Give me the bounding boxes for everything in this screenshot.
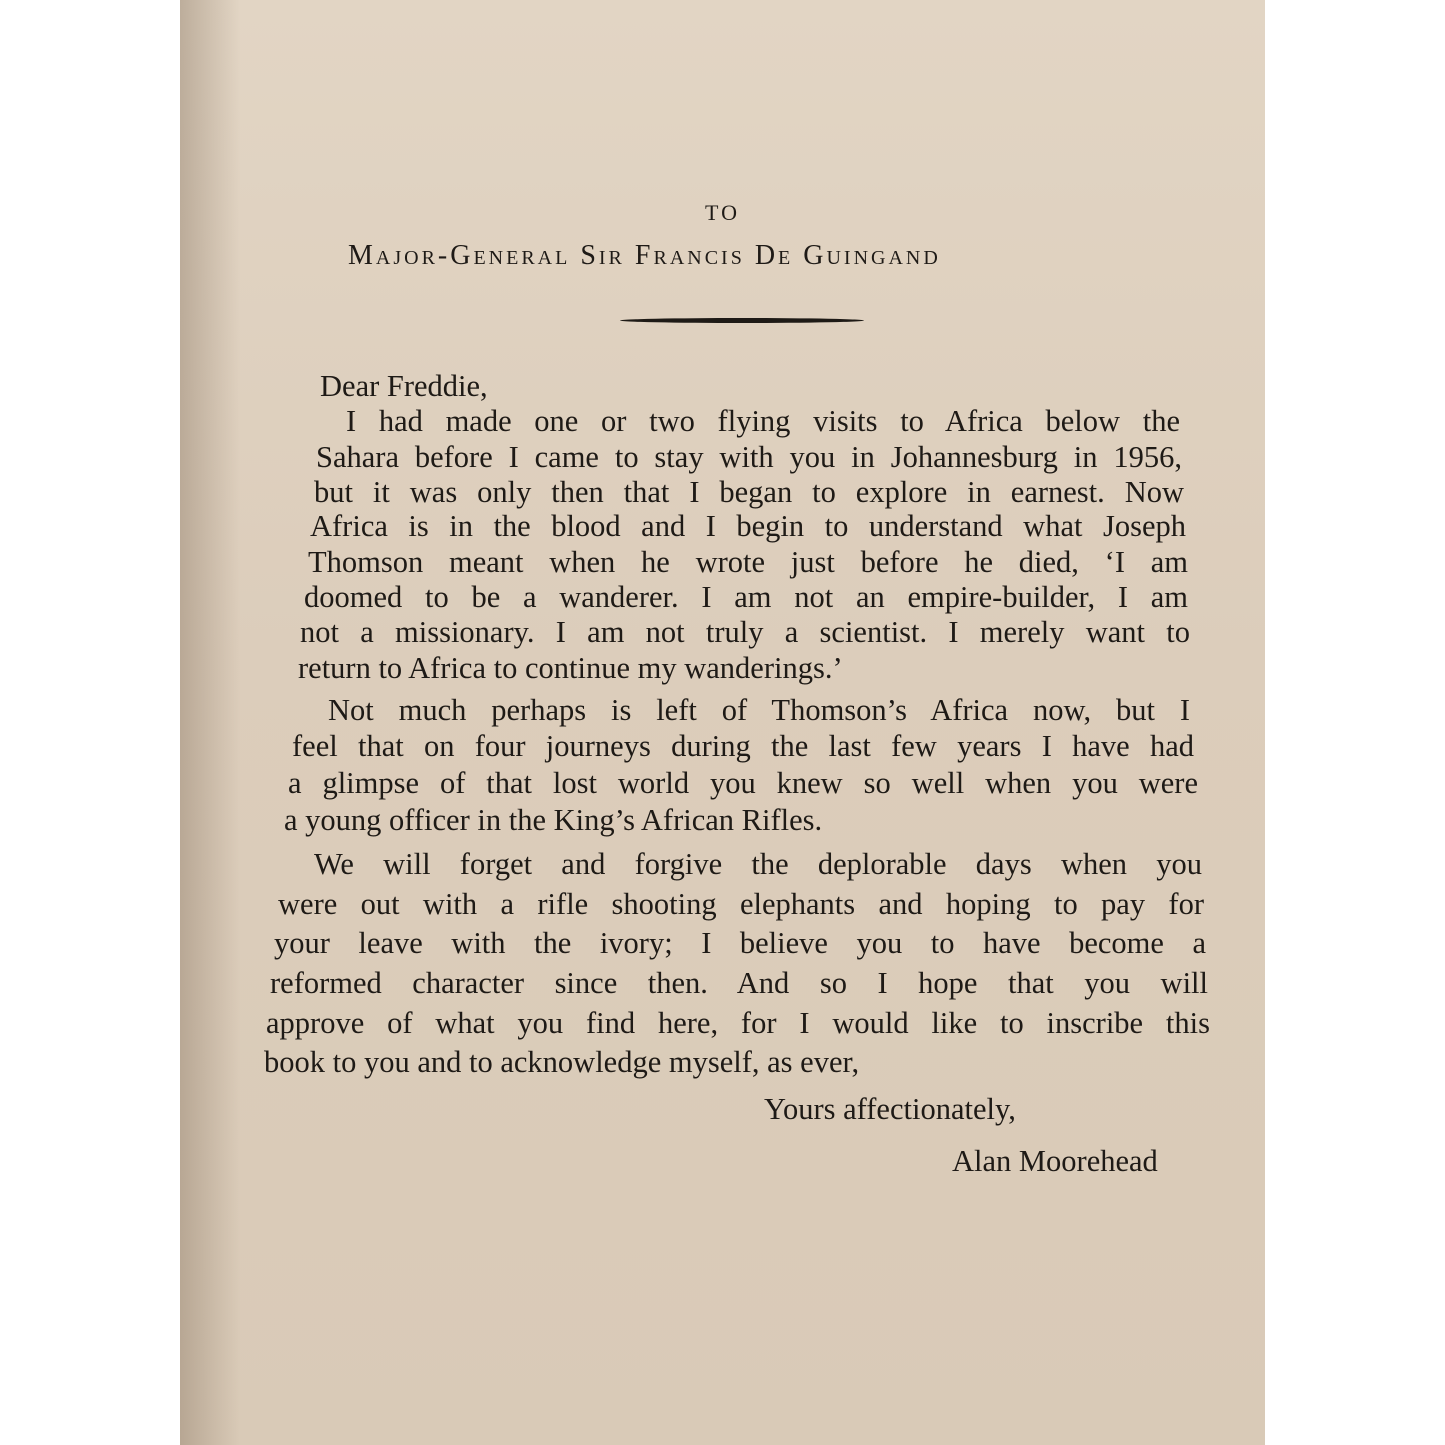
paragraph-2-line: Not much perhaps is left of Thomson’s Africa now, but I bbox=[328, 693, 1190, 727]
paragraph-2-line: a glimpse of that lost world you knew so well when you were bbox=[288, 766, 1198, 800]
paragraph-1-line: return to Africa to continue my wanderings.’ bbox=[298, 651, 843, 685]
paragraph-3-line: book to you and to acknowledge myself, as ever, bbox=[264, 1045, 860, 1079]
paragraph-1-line: but it was only then that I began to explore in earnest. Now bbox=[314, 475, 1184, 509]
paragraph-3-line: reformed character since then. And so I hope that you will bbox=[270, 966, 1208, 1000]
paragraph-1-line: Sahara before I came to stay with you in Johannesburg in 1956, bbox=[316, 440, 1182, 474]
signature: Alan Moorehead bbox=[952, 1144, 1158, 1178]
paragraph-1-line: doomed to be a wanderer. I am not an empire-builder, I am bbox=[304, 580, 1188, 614]
paragraph-3-line: your leave with the ivory; I believe you to have become a bbox=[274, 926, 1206, 960]
closing-line: Yours affectionately, bbox=[764, 1092, 1016, 1126]
paragraph-3-line: were out with a rifle shooting elephants and hoping to pay for bbox=[278, 887, 1204, 921]
paragraph-1-line: I had made one or two flying visits to Africa below the bbox=[346, 404, 1180, 438]
salutation: Dear Freddie, bbox=[320, 369, 488, 403]
paragraph-3-line: We will forget and forgive the deplorable days when you bbox=[314, 847, 1202, 881]
book-page bbox=[180, 0, 1265, 1445]
dedication-to: TO bbox=[705, 200, 740, 225]
paragraph-3-line: approve of what you find here, for I would like to inscribe this bbox=[266, 1006, 1210, 1040]
ornamental-rule bbox=[620, 318, 864, 323]
paragraph-1-line: not a missionary. I am not truly a scientist. I merely want to bbox=[300, 615, 1190, 649]
paragraph-2-line: a young officer in the King’s African Rifles. bbox=[284, 803, 823, 837]
dedicatee-name: Major-General Sir Francis De Guingand bbox=[348, 240, 941, 271]
paragraph-1-line: Africa is in the blood and I begin to understand what Joseph bbox=[310, 509, 1186, 543]
paragraph-2-line: feel that on four journeys during the last few years I have had bbox=[292, 729, 1194, 763]
paragraph-1-line: Thomson meant when he wrote just before he died, ‘I am bbox=[308, 545, 1188, 579]
